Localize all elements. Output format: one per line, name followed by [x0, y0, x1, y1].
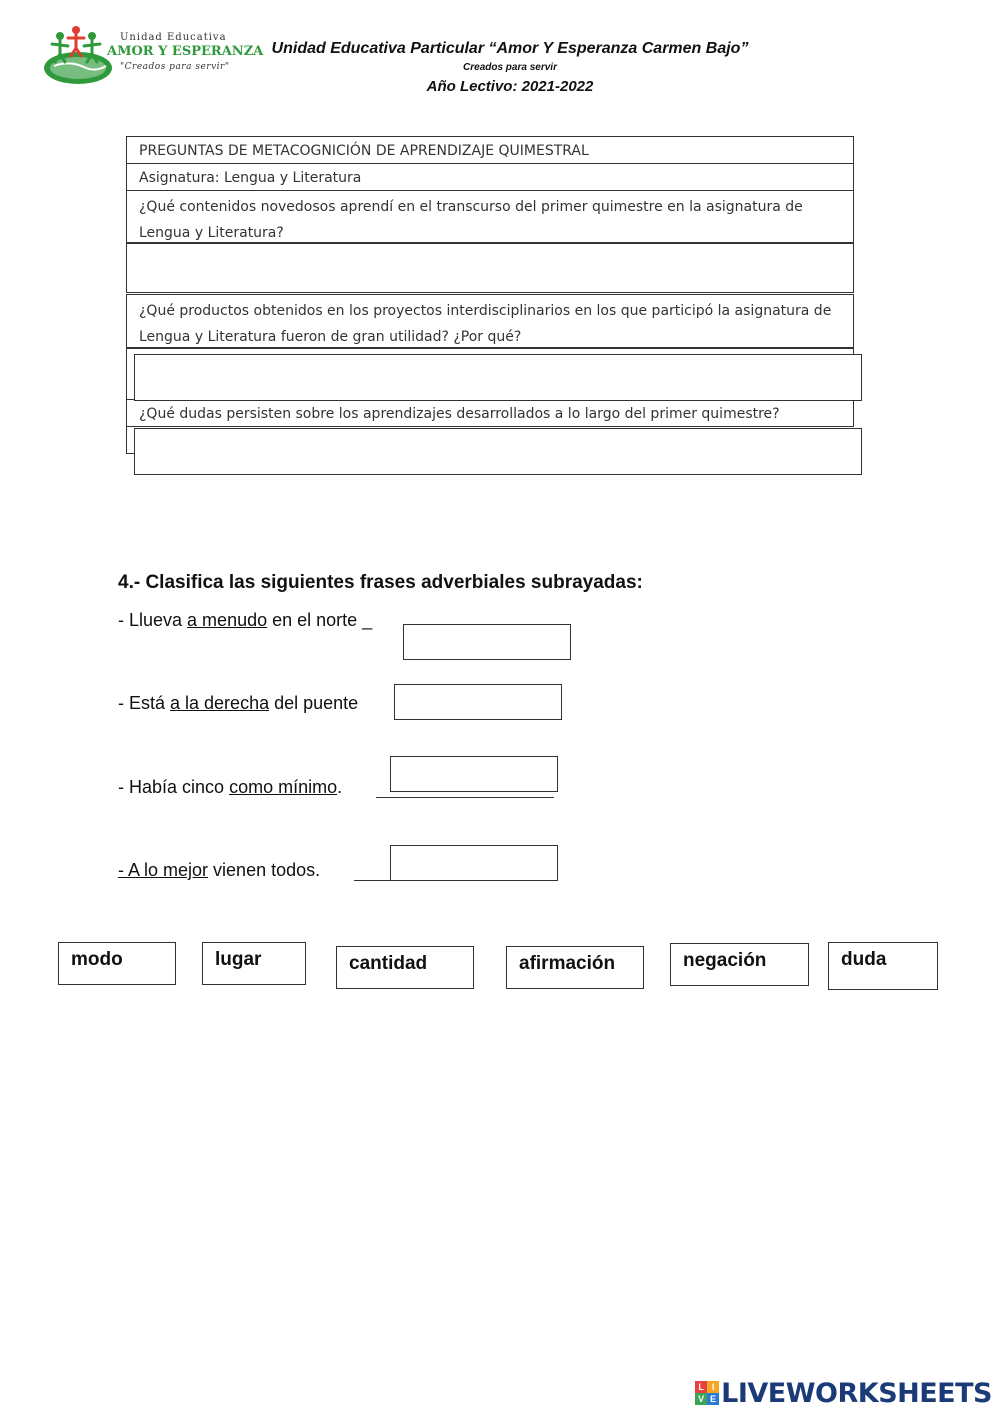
option-lugar[interactable]: lugar	[202, 942, 306, 985]
phrase-2-underlined: a la derecha	[170, 693, 270, 713]
phrase-4-underlined: - A lo mejor	[118, 860, 209, 880]
drop-box-4[interactable]	[390, 845, 558, 881]
liveworksheets-watermark	[695, 1376, 992, 1410]
school-title: Unidad Educativa Particular “Amor Y Esperanza Carmen Bajo”	[271, 40, 749, 57]
badge-v: V	[695, 1393, 707, 1405]
watermark-text: LIVEWORKSHEETS	[721, 1377, 992, 1409]
answer-row-1	[126, 243, 854, 293]
table-subject: Asignatura: Lengua y Literatura	[126, 163, 854, 191]
answer-input-2[interactable]	[134, 354, 862, 401]
option-modo[interactable]: modo	[58, 942, 176, 985]
phrase-4-post: vienen todos.	[208, 860, 321, 880]
blank-line-4	[354, 880, 392, 881]
question-1: ¿Qué contenidos novedosos aprendí en el transcurso del primer quimestre en la asignatura de Lengua y Literatura?	[126, 190, 854, 243]
blank-line-3	[376, 797, 554, 798]
drop-box-1[interactable]	[403, 624, 571, 660]
phrase-3-underlined: como mínimo	[229, 777, 338, 797]
option-afirmacion[interactable]: afirmación	[506, 946, 644, 989]
question-3: ¿Qué dudas persisten sobre los aprendizajes desarrollados a lo largo del primer quimestre?	[126, 399, 854, 427]
badge-i: I	[707, 1381, 719, 1393]
logo-line3: "Creados para servir"	[120, 62, 230, 72]
phrase-2	[118, 693, 358, 714]
drop-box-2[interactable]	[394, 684, 562, 720]
phrase-1-post: en el norte _	[267, 610, 373, 630]
phrase-1-pre: - Llueva	[118, 610, 188, 630]
phrase-1	[118, 610, 372, 631]
option-negacion[interactable]: negación	[670, 943, 809, 986]
phrase-3	[118, 777, 342, 798]
phrase-2-post: del puente	[269, 693, 359, 713]
phrase-1-underlined: a menudo	[187, 610, 268, 630]
school-motto: Creados para servir	[463, 62, 557, 73]
option-cantidad[interactable]: cantidad	[336, 946, 474, 989]
badge-e: E	[707, 1393, 719, 1405]
section-4-title: 4.- Clasifica las siguientes frases adverbiales subrayadas:	[118, 572, 643, 593]
school-year: Año Lectivo: 2021-2022	[426, 78, 594, 95]
logo-line1: Unidad Educativa	[120, 32, 227, 43]
drop-box-3[interactable]	[390, 756, 558, 792]
answer-input-3[interactable]	[134, 428, 862, 475]
phrase-3-pre: - Había cinco	[118, 777, 230, 797]
logo-line2: AMOR Y ESPERANZA	[107, 44, 264, 59]
table-heading: PREGUNTAS DE METACOGNICIÓN DE APRENDIZAJE QUIMESTRAL	[126, 136, 854, 164]
option-duda[interactable]: duda	[828, 942, 938, 990]
liveworksheets-logo-icon	[695, 1381, 719, 1405]
question-2: ¿Qué productos obtenidos en los proyectos interdisciplinarios en los que participó la asignatura de Lengua y Literatura fueron de gran utilidad? ¿Por qué?	[126, 294, 854, 348]
badge-l: L	[695, 1381, 707, 1393]
phrase-2-pre: - Está	[118, 693, 171, 713]
phrase-4	[118, 860, 320, 881]
phrase-3-post: .	[337, 777, 343, 797]
